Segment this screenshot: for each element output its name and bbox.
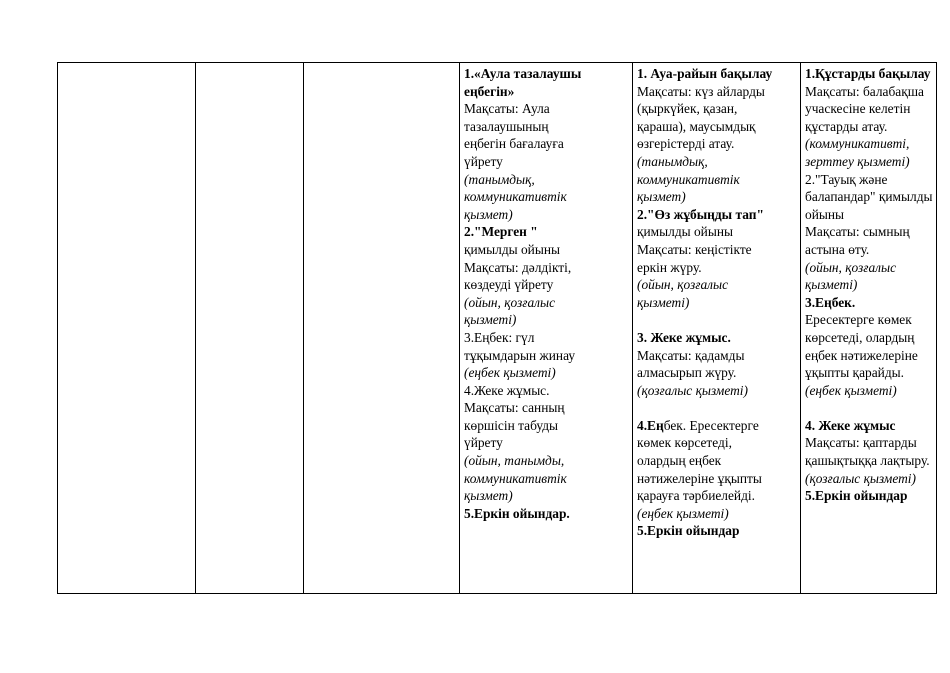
- cell-text-line: қашықтыққа лақтыру.: [805, 453, 930, 469]
- blank-line: [637, 311, 797, 329]
- cell-text-line: олардың еңбек: [637, 453, 722, 469]
- cell-text-line: қызмет): [464, 488, 513, 504]
- normal-suffix: бек. Ересектерге: [663, 417, 759, 433]
- cell-text-line: 2."Өз жұбыңды тап": [637, 206, 764, 222]
- cell-text-line: қызметі): [637, 294, 690, 310]
- cell-text-line: 1.«Аула тазалаушы: [464, 66, 582, 81]
- blank-line: [637, 399, 797, 417]
- cell-text-line: үйрету: [464, 435, 503, 451]
- cell-text-line: 4.Жеке жұмыс.: [464, 382, 550, 398]
- cell-text-line: (еңбек қызметі): [805, 382, 897, 398]
- cell-text-line: (танымдық,: [464, 171, 535, 187]
- cell-text-line: 5.Еркін ойындар: [637, 523, 740, 539]
- cell-text-line: Мақсаты: қадамды: [637, 347, 745, 363]
- cell-text-line: 5.Еркін ойындар.: [464, 505, 570, 521]
- cell-text-line: қарауға тәрбиелейді.: [637, 488, 755, 504]
- cell-text-line: коммуникативтік: [464, 470, 567, 486]
- cell-text-line: 1. Ауа-райын бақылау: [637, 66, 773, 81]
- cell-text-line: коммуникативтік: [464, 189, 567, 205]
- cell-text-line: Мақсаты: дәлдікті,: [464, 259, 572, 275]
- cell-text-line: Мақсаты: санның: [464, 400, 565, 416]
- table-row: [58, 63, 937, 594]
- cell-text-line: Мақсаты: қаптарды: [805, 435, 917, 451]
- table-cell-col-6: [801, 63, 937, 594]
- cell-text-line: 5.Еркін ойындар: [805, 488, 908, 504]
- cell-text-line: қызметі): [805, 277, 858, 293]
- cell-text-line: (қыркүйек, қазан,: [637, 101, 738, 117]
- cell-text-line: учаскесіне келетін: [805, 101, 911, 117]
- cell-text-line: Ересектерге көмек: [805, 312, 912, 328]
- cell-text-line: ойыны: [805, 206, 845, 222]
- cell-text-line: алмасырып жүру.: [637, 365, 737, 381]
- bold-prefix: 4.Ең: [637, 417, 664, 433]
- cell-text-line: құстарды атау.: [805, 118, 888, 134]
- cell-text-line: еңбек нәтижелеріне: [805, 347, 918, 363]
- cell-text-line: еңбегін бағалауға: [464, 136, 564, 152]
- cell-text-line: Мақсаты: сымның: [805, 224, 910, 240]
- cell-text-line: астына өту.: [805, 241, 870, 257]
- cell-text-line: (танымдық,: [637, 153, 708, 169]
- blank-line: [805, 399, 933, 417]
- cell-text-line: (ойын, қозғалыс: [637, 277, 729, 293]
- cell-text-line: (ойын, танымды,: [464, 453, 565, 469]
- cell-text-line: көздеуді үйрету: [464, 277, 554, 293]
- cell-text-line: зерттеу қызметі): [805, 153, 910, 169]
- cell-text-line: (қозғалыс қызметі): [805, 470, 916, 486]
- cell-text-line: [637, 417, 797, 435]
- cell-text-line: қызмет): [464, 206, 513, 222]
- cell-text-line: өзгерістерді атау.: [637, 136, 735, 152]
- cell-text-line: 2."Мерген ": [464, 224, 538, 240]
- table-cell-col-2: [196, 63, 304, 594]
- cell-text-line: еңбегін»: [464, 83, 515, 99]
- cell-text-line: қимылды ойыны: [637, 224, 734, 240]
- cell-text-line: Мақсаты: Аула: [464, 101, 550, 117]
- table-cell-col-1: [58, 63, 196, 594]
- cell-text-line: (коммуникативті,: [805, 136, 910, 152]
- cell-text-line: (қозғалыс қызметі): [637, 382, 748, 398]
- cell-text-line: Мақсаты: балабақша: [805, 83, 924, 99]
- cell-text-line: (еңбек қызметі): [464, 365, 556, 381]
- table-cell-col-5: [633, 63, 801, 594]
- cell-text-line: көршісін табуды: [464, 417, 559, 433]
- cell-text-line: 3. Жеке жұмыс.: [637, 329, 731, 345]
- cell-text-line: үйрету: [464, 153, 503, 169]
- cell-text-line: қызметі): [464, 312, 517, 328]
- cell-text-line: көрсетеді, олардың: [805, 329, 915, 345]
- cell-text-line: еркін жүру.: [637, 259, 702, 275]
- cell-text-line: тазалаушының: [464, 118, 549, 134]
- cell-text-line: 2."Тауық және: [805, 171, 888, 187]
- cell-text-line: қызмет): [637, 189, 686, 205]
- cell-text-line: балапандар" қимылды: [805, 189, 933, 205]
- cell-text-line: Мақсаты: күз айларды: [637, 83, 765, 99]
- cell-text-line: қимылды ойыны: [464, 241, 561, 257]
- cell-text-line: тұқымдарын жинау: [464, 347, 576, 363]
- cell-text-line: нәтижелеріне ұқыпты: [637, 470, 762, 486]
- cell-text-line: коммуникативтік: [637, 171, 740, 187]
- table-cell-col-4: [460, 63, 633, 594]
- plan-table: [57, 62, 937, 594]
- cell-text-line: (еңбек қызметі): [637, 505, 729, 521]
- cell-text-line: Мақсаты: кеңістікте: [637, 241, 752, 257]
- cell-text-line: (ойын, қозғалыс: [464, 294, 556, 310]
- cell-text-line: көмек көрсетеді,: [637, 435, 732, 451]
- table-cell-col-3: [304, 63, 460, 594]
- cell-text-line: 3.Еңбек: гүл: [464, 329, 535, 345]
- cell-text-line: қараша), маусымдық: [637, 118, 756, 134]
- cell-text-line: 1.Құстарды бақылау: [805, 66, 931, 81]
- cell-text-line: 4. Жеке жұмыс: [805, 417, 896, 433]
- cell-text-line: ұқыпты қарайды.: [805, 365, 904, 381]
- cell-text-line: (ойын, қозғалыс: [805, 259, 897, 275]
- cell-text-line: 3.Еңбек.: [805, 294, 856, 310]
